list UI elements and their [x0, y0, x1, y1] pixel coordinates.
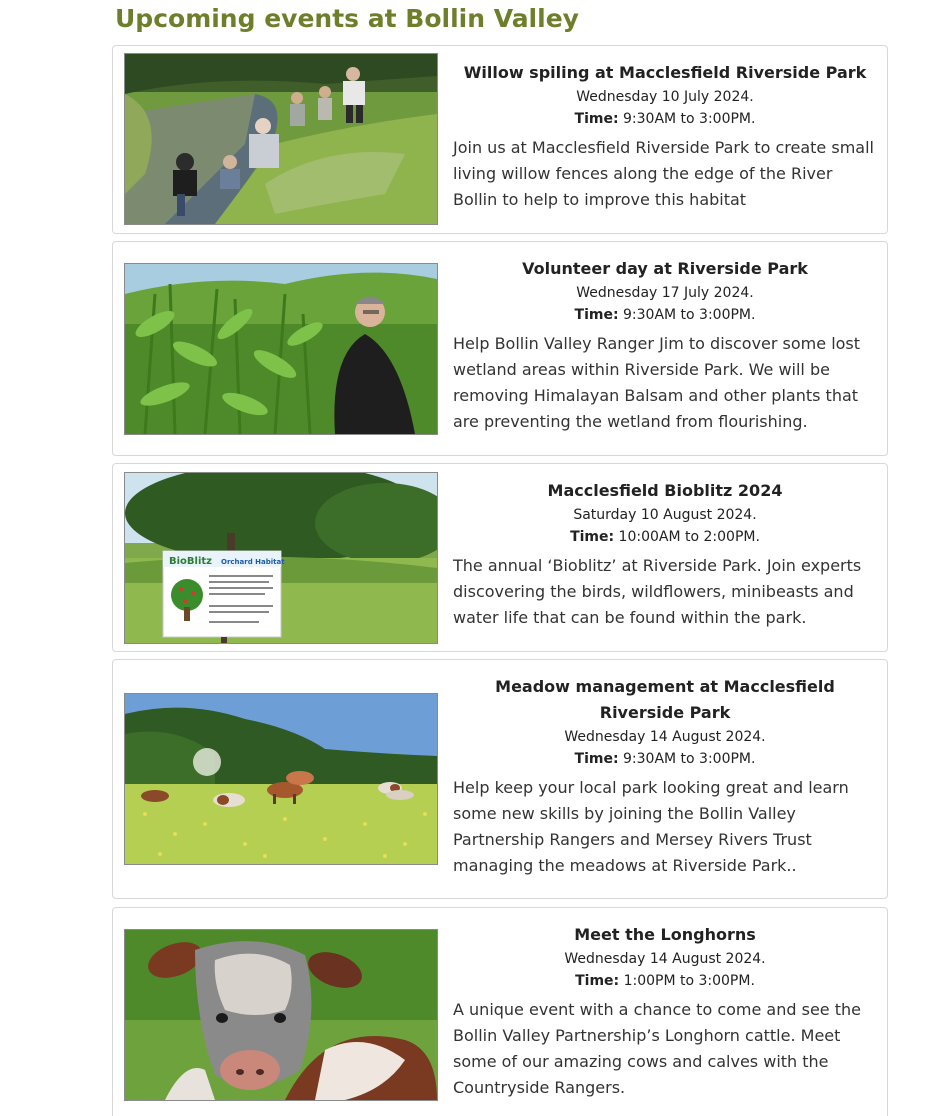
event-info	[453, 478, 877, 631]
event-card	[112, 907, 888, 1116]
event-time-label: Time:	[574, 111, 619, 127]
event-image[interactable]	[124, 472, 438, 644]
event-image[interactable]	[124, 53, 438, 225]
event-image[interactable]	[124, 693, 438, 865]
event-date: Saturday 10 August 2024.	[573, 507, 757, 523]
event-card	[112, 45, 888, 234]
event-description: The annual ‘Bioblitz’ at Riverside Park. Join experts discovering the birds, wildflowers, minibeasts and water life that can be found within the park.	[453, 556, 862, 627]
event-info	[453, 60, 877, 213]
event-image[interactable]	[124, 929, 438, 1101]
event-title[interactable]: Volunteer day at Riverside Park	[522, 259, 808, 278]
event-time	[453, 108, 877, 130]
longhorn-calf-photo	[125, 930, 437, 1100]
event-time	[453, 970, 877, 992]
volunteers-by-river-photo	[125, 54, 437, 224]
event-info	[453, 922, 877, 1101]
sign-title: BioBlitz	[169, 556, 212, 567]
section-title: Upcoming events at Bollin Valley	[115, 4, 579, 33]
event-date: Wednesday 14 August 2024.	[564, 729, 766, 745]
sign-subtitle: Orchard Habitat	[221, 558, 285, 566]
event-description: Help keep your local park looking great and learn some new skills by joining the Bollin Valley Partnership Rangers and Mersey Rivers Trust managing the meadows at Riverside Park..	[453, 778, 849, 875]
event-time-label: Time:	[574, 307, 619, 323]
event-description: A unique event with a chance to come and see the Bollin Valley Partnership’s Longhorn cattle. Meet some of our amazing cows and calves with the Countryside Rangers.	[453, 1000, 861, 1097]
event-time-label: Time:	[574, 751, 619, 767]
event-time	[453, 304, 877, 326]
event-time-label: Time:	[575, 973, 620, 989]
event-date: Wednesday 14 August 2024.	[564, 951, 766, 967]
event-info	[453, 674, 877, 879]
event-card	[112, 241, 888, 456]
event-time	[453, 526, 877, 548]
event-time-value: 9:30AM to 3:00PM.	[623, 751, 756, 767]
event-title[interactable]: Macclesfield Bioblitz 2024	[547, 481, 783, 500]
event-time	[453, 748, 877, 770]
event-description: Help Bollin Valley Ranger Jim to discover some lost wetland areas within Riverside Park. We will be removing Himalayan Balsam and other plants that are preventing the wetland from flourishing.	[453, 334, 861, 431]
event-description: Join us at Macclesfield Riverside Park to create small living willow fences along the edge of the River Bollin to help to improve this habitat	[453, 138, 874, 209]
ranger-in-balsam-photo	[125, 264, 437, 434]
event-time-value: 9:30AM to 3:00PM.	[623, 307, 756, 323]
event-date: Wednesday 17 July 2024.	[576, 285, 754, 301]
event-time-label: Time:	[570, 529, 615, 545]
event-info	[453, 256, 877, 435]
cattle-in-meadow-photo	[125, 694, 437, 864]
event-time-value: 9:30AM to 3:00PM.	[623, 111, 756, 127]
event-card	[112, 463, 888, 652]
event-card	[112, 659, 888, 899]
event-date: Wednesday 10 July 2024.	[576, 89, 754, 105]
event-title[interactable]: Willow spiling at Macclesfield Riverside Park	[463, 63, 867, 82]
event-time-value: 1:00PM to 3:00PM.	[623, 973, 755, 989]
event-title[interactable]: Meadow management at Macclesfield Riverside Park	[495, 677, 835, 722]
orchard-sign-photo	[125, 473, 437, 643]
event-title[interactable]: Meet the Longhorns	[574, 925, 756, 944]
event-time-value: 10:00AM to 2:00PM.	[618, 529, 760, 545]
event-image[interactable]	[124, 263, 438, 435]
